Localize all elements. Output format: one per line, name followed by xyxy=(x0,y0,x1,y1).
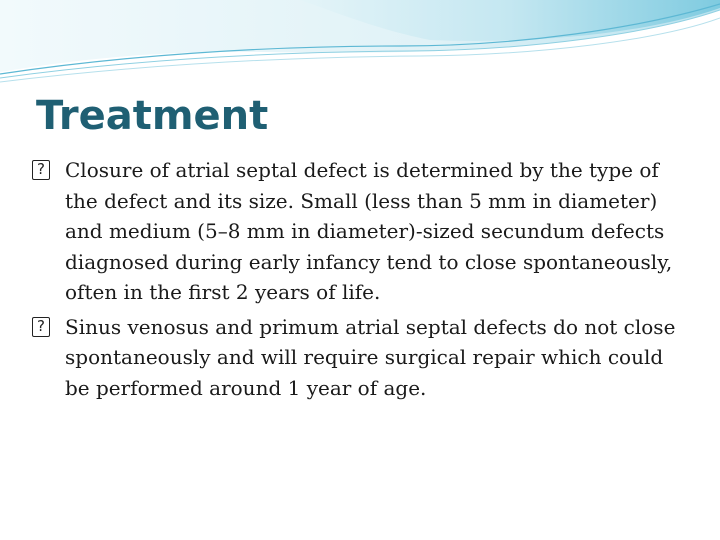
bullet-list xyxy=(30,155,690,407)
bullet-text: Sinus venosus and primum atrial septal defects do not close spontaneously and will require surgical repair which could be performed around 1 year of age. xyxy=(65,314,676,400)
header-wave-decoration xyxy=(0,0,720,90)
missing-glyph-bullet-icon: ? xyxy=(32,160,50,180)
bullet-item xyxy=(30,312,690,404)
bullet-item xyxy=(30,155,690,308)
missing-glyph-bullet-icon: ? xyxy=(32,317,50,337)
bullet-text: Closure of atrial septal defect is determined by the type of the defect and its size. Small (less than 5 mm in diameter) and medium (5–8 mm in diameter)-sized secundum defects diagnosed during early infancy tend to close spontaneously, often in the first 2 years of life. xyxy=(65,158,673,304)
slide-title: Treatment xyxy=(36,93,269,139)
